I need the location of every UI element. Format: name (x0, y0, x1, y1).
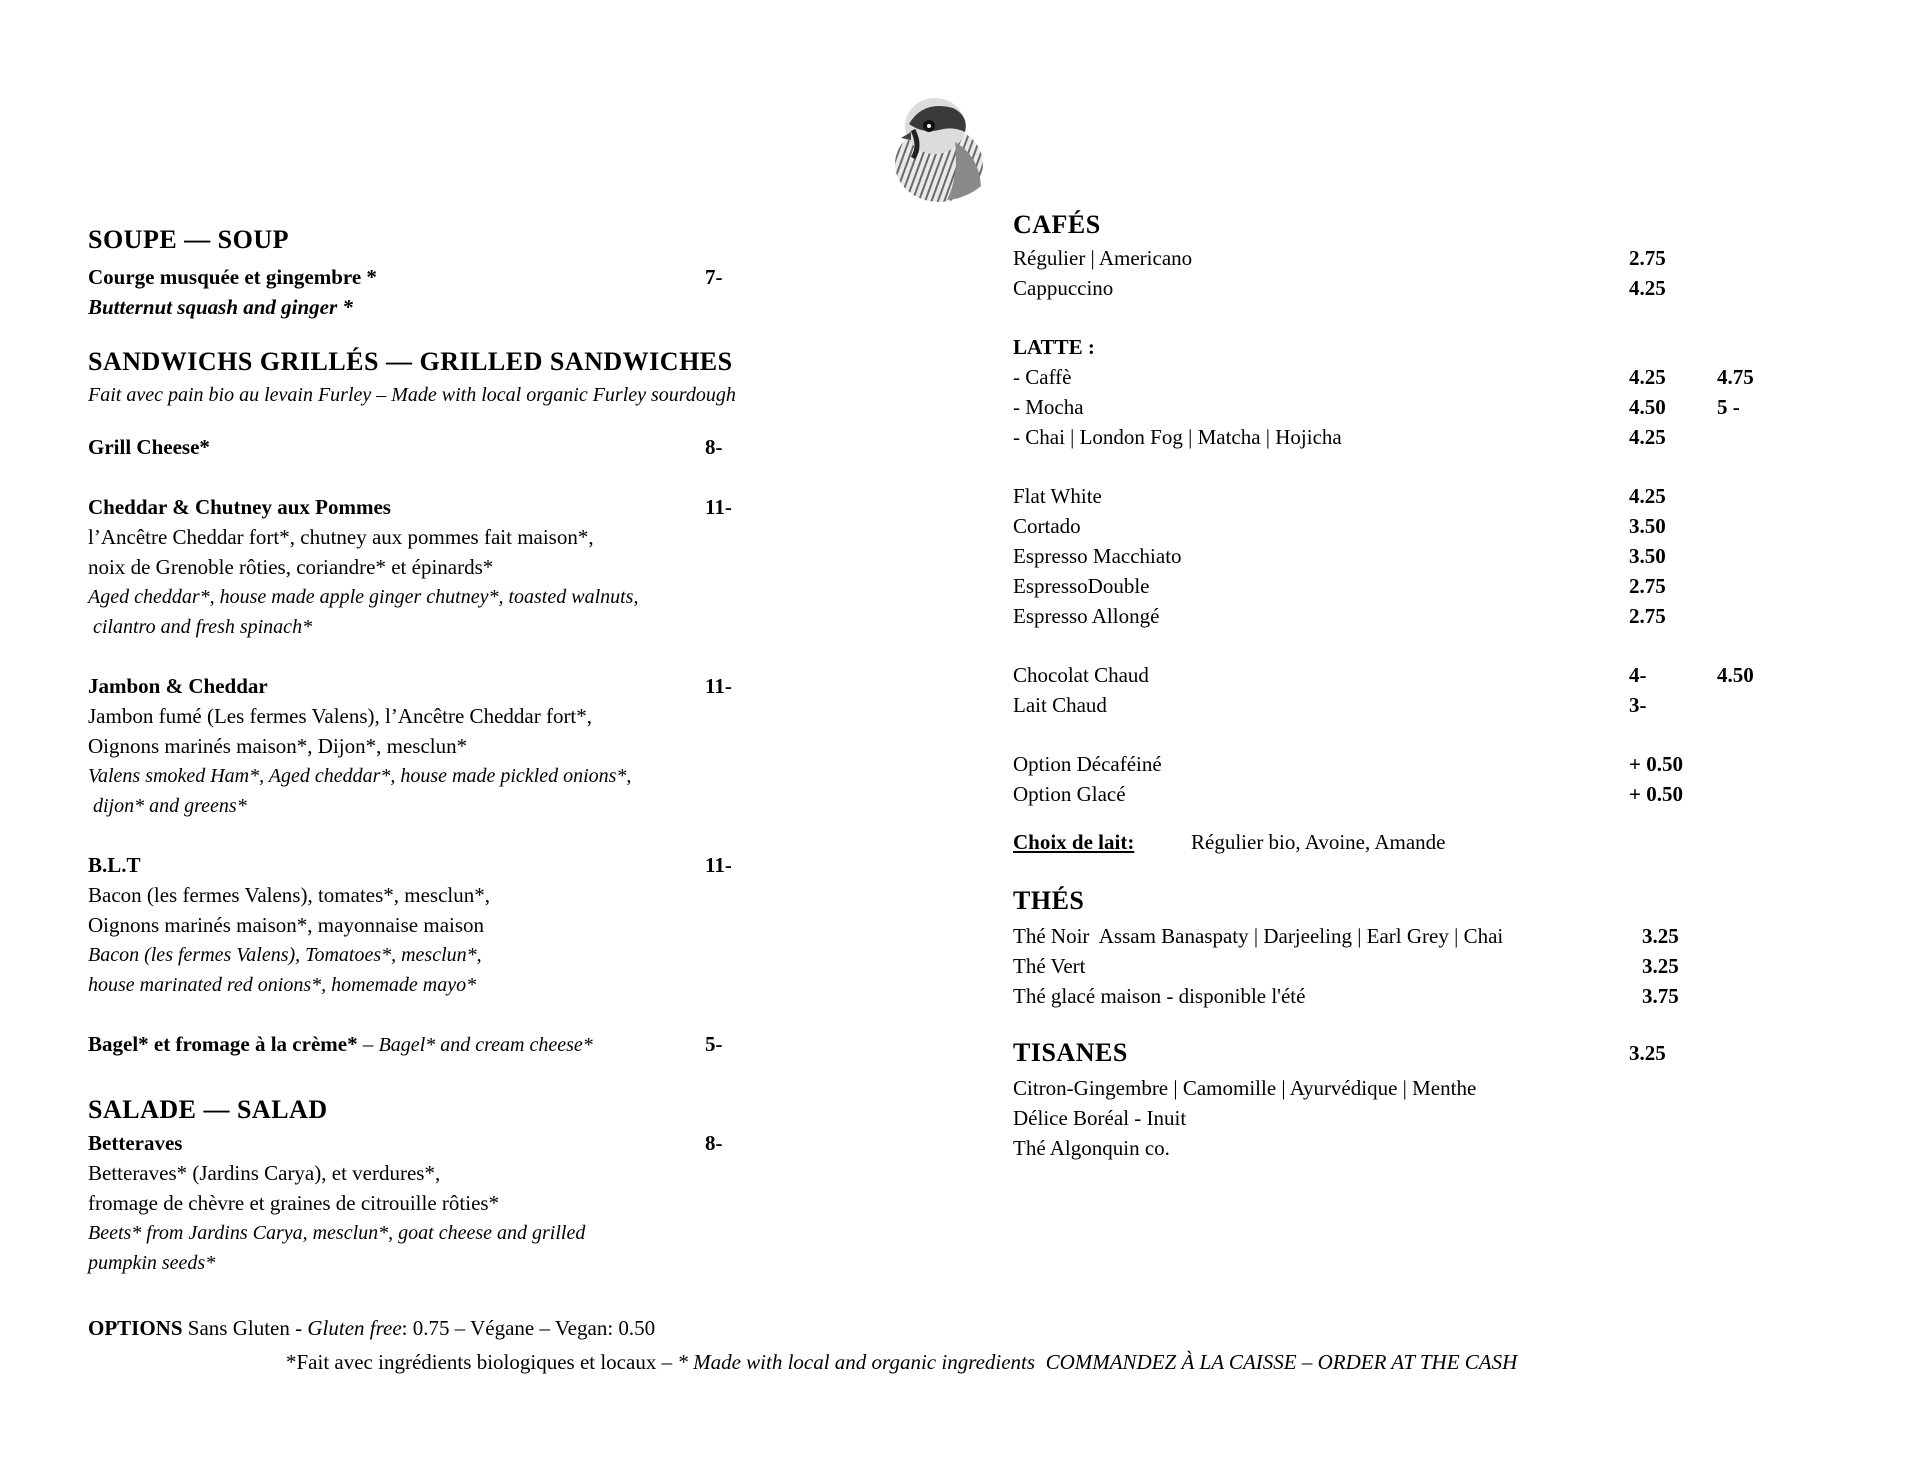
bagel-item (88, 1029, 888, 1060)
chocolate-group (1013, 660, 1873, 720)
cafe-item-name: Chocolat Chaud (1013, 663, 1149, 687)
thes-group (1013, 921, 1873, 1011)
tea-item-row (1013, 951, 1873, 981)
kestrel-logo-icon (883, 86, 991, 204)
sandwiches-subtitle: Fait avec pain bio au levain Furley – Made with local organic Furley sourdough (88, 384, 736, 406)
cafe-item-name: Cortado (1013, 514, 1081, 538)
options-gluten-free: Gluten free (307, 1316, 402, 1340)
cafe-item-price: 3- (1629, 693, 1647, 717)
tea-item-name: Thé Vert (1013, 954, 1086, 978)
milk-choice-value: Régulier bio, Avoine, Amande (1191, 830, 1446, 854)
beets-item (88, 1128, 888, 1278)
cafe-item-name: Espresso Allongé (1013, 604, 1160, 628)
cafe-item-name: Cappuccino (1013, 276, 1114, 300)
cafe-item-price: 2.75 (1629, 604, 1666, 628)
cafes-section-title: CAFÉS (1013, 210, 1101, 239)
ham-cheddar-desc-fr: Jambon fumé (Les fermes Valens), l’Ancêtre Cheddar fort*, (88, 704, 593, 728)
ham-cheddar-name: Jambon & Cheddar (88, 674, 268, 698)
latte-item-name: - Mocha (1013, 395, 1084, 419)
cafe-item-name: Flat White (1013, 484, 1102, 508)
cafe-item-price-large: 4.50 (1717, 663, 1754, 687)
cafe-option-row (1013, 779, 1873, 809)
latte-item-row (1013, 392, 1873, 422)
options-line (88, 1313, 655, 1343)
cheddar-chutney-desc-en: Aged cheddar*, house made apple ginger chutney*, toasted walnuts, (88, 586, 639, 608)
thes-section-title: THÉS (1013, 886, 1085, 915)
milk-choice (1013, 827, 1873, 857)
blt-item (88, 850, 888, 1000)
cafe-item-price: 2.75 (1629, 574, 1666, 598)
footer-note-fr: *Fait avec ingrédients biologiques et locaux – (286, 1350, 678, 1374)
options-label: OPTIONS (88, 1316, 183, 1340)
ham-cheddar-desc-fr: Oignons marinés maison*, Dijon*, mesclun* (88, 734, 468, 758)
spacer (1013, 303, 1873, 332)
cafe-item-price: 3.50 (1629, 544, 1666, 568)
blt-desc-en: house marinated red onions*, homemade mayo* (88, 974, 477, 996)
tisane-item: Délice Boréal - Inuit (1013, 1106, 1187, 1130)
beets-desc-fr: Betteraves* (Jardins Carya), et verdures*, (88, 1161, 441, 1185)
cafe-item-name: Régulier | Americano (1013, 246, 1193, 270)
ham-cheddar-desc-en: Valens smoked Ham*, Aged cheddar*, house made pickled onions*, (88, 765, 632, 787)
blt-name: B.L.T (88, 853, 141, 877)
cheddar-chutney-desc-fr: l’Ancêtre Cheddar fort*, chutney aux pommes fait maison*, (88, 525, 594, 549)
options-text: : 0.75 – Végane – Vegan: 0.50 (401, 1316, 656, 1340)
latte-label: LATTE : (1013, 335, 1095, 359)
cafe-item-row (1013, 511, 1873, 541)
blt-desc-fr: Oignons marinés maison*, mayonnaise maison (88, 913, 485, 937)
soup-section-title: SOUPE — SOUP (88, 225, 290, 254)
beets-desc-fr: fromage de chèvre et graines de citrouille rôties* (88, 1191, 500, 1215)
latte-item-price: 4.25 (1629, 365, 1666, 389)
cafes-group (1013, 243, 1873, 303)
cafe-item-row (1013, 273, 1873, 303)
cafe-option-name: Option Décaféiné (1013, 752, 1162, 776)
espresso-group (1013, 481, 1873, 631)
latte-item-price-large: 5 - (1717, 395, 1740, 419)
spacer (1013, 720, 1873, 749)
tea-item-name: Thé glacé maison - disponible l'été (1013, 984, 1306, 1008)
tea-item-row (1013, 921, 1873, 951)
tisanes-header (1013, 1035, 1873, 1071)
latte-item-name: - Caffè (1013, 365, 1072, 389)
latte-item-row (1013, 422, 1873, 452)
ham-cheddar-price: 11- (705, 674, 732, 698)
cafe-item-row (1013, 571, 1873, 601)
cafe-item-row (1013, 243, 1873, 273)
beets-price: 8- (705, 1131, 723, 1155)
soup-item (88, 262, 888, 322)
cheddar-chutney-price: 11- (705, 495, 732, 519)
options-text: Sans Gluten - (182, 1316, 308, 1340)
cafe-item-row (1013, 690, 1873, 720)
cafe-item-price: 2.75 (1629, 246, 1666, 270)
cafe-option-price: + 0.50 (1629, 782, 1683, 806)
soup-item-name: Courge musquée et gingembre * (88, 265, 377, 289)
cafe-item-name: EspressoDouble (1013, 574, 1150, 598)
cafe-item-name: Espresso Macchiato (1013, 544, 1182, 568)
bagel-name: Bagel* et fromage à la crème* (88, 1032, 358, 1056)
sandwiches-section-title: SANDWICHS GRILLÉS — GRILLED SANDWICHES (88, 347, 733, 376)
grill-cheese-price: 8- (705, 435, 723, 459)
bagel-price: 5- (705, 1032, 723, 1056)
cheddar-chutney-item (88, 492, 888, 642)
soup-item-name-en: Butternut squash and ginger * (88, 295, 353, 319)
beets-desc-en: pumpkin seeds* (88, 1252, 216, 1274)
left-column (88, 222, 888, 1278)
tisane-item: Citron-Gingembre | Camomille | Ayurvédique | Menthe (1013, 1076, 1477, 1100)
cafe-item-price: 4.25 (1629, 484, 1666, 508)
options-group (1013, 749, 1873, 809)
cafe-item-row (1013, 481, 1873, 511)
cafe-item-name: Lait Chaud (1013, 693, 1107, 717)
cafe-option-price: + 0.50 (1629, 752, 1683, 776)
tea-item-price: 3.25 (1642, 954, 1679, 978)
footer-note (286, 1347, 1517, 1377)
latte-item-price: 4.25 (1629, 425, 1666, 449)
cafe-option-row (1013, 749, 1873, 779)
tea-item-row (1013, 981, 1873, 1011)
spacer (1013, 452, 1873, 481)
grill-cheese-item (88, 432, 888, 462)
latte-item-price: 4.50 (1629, 395, 1666, 419)
cheddar-chutney-desc-en: cilantro and fresh spinach* (88, 616, 313, 638)
tea-item-price: 3.25 (1642, 924, 1679, 948)
right-column (1013, 207, 1873, 1163)
tisanes-section-title: TISANES (1013, 1038, 1128, 1067)
blt-desc-fr: Bacon (les fermes Valens), tomates*, mesclun*, (88, 883, 491, 907)
blt-desc-en: Bacon (les fermes Valens), Tomatoes*, mesclun*, (88, 944, 482, 966)
soup-item-price: 7- (705, 265, 723, 289)
spacer (1013, 631, 1873, 660)
tea-item-name: Thé Noir Assam Banaspaty | Darjeeling | Earl Grey | Chai (1013, 924, 1504, 948)
salad-section-title: SALADE — SALAD (88, 1095, 328, 1124)
cafe-item-row (1013, 660, 1873, 690)
cheddar-chutney-desc-fr: noix de Grenoble rôties, coriandre* et épinards* (88, 555, 494, 579)
ham-cheddar-item (88, 671, 888, 821)
tisane-item: Thé Algonquin co. (1013, 1136, 1170, 1160)
tea-item-price: 3.75 (1642, 984, 1679, 1008)
cafe-item-price: 3.50 (1629, 514, 1666, 538)
tisanes-price: 3.25 (1629, 1041, 1666, 1065)
cafe-item-price: 4- (1629, 663, 1647, 687)
latte-group (1013, 362, 1873, 452)
bagel-separator: – (357, 1032, 379, 1056)
beets-desc-en: Beets* from Jardins Carya, mesclun*, goat cheese and grilled (88, 1222, 586, 1244)
ham-cheddar-desc-en: dijon* and greens* (88, 795, 247, 817)
tisanes-group (1013, 1073, 1873, 1163)
beets-name: Betteraves (88, 1131, 183, 1155)
footer-note-en: * Made with local and organic ingredients COMMANDEZ À LA CAISSE – ORDER AT THE CASH (677, 1350, 1518, 1374)
bagel-name-en: Bagel* and cream cheese* (378, 1034, 593, 1056)
latte-item-price-large: 4.75 (1717, 365, 1754, 389)
cafe-item-price: 4.25 (1629, 276, 1666, 300)
latte-item-row (1013, 362, 1873, 392)
grill-cheese-name: Grill Cheese* (88, 435, 210, 459)
cafe-item-row (1013, 601, 1873, 631)
cheddar-chutney-name: Cheddar & Chutney aux Pommes (88, 495, 391, 519)
blt-price: 11- (705, 853, 732, 877)
cafe-item-row (1013, 541, 1873, 571)
milk-choice-label: Choix de lait: (1013, 830, 1135, 854)
cafe-option-name: Option Glacé (1013, 782, 1126, 806)
latte-item-name: - Chai | London Fog | Matcha | Hojicha (1013, 425, 1342, 449)
